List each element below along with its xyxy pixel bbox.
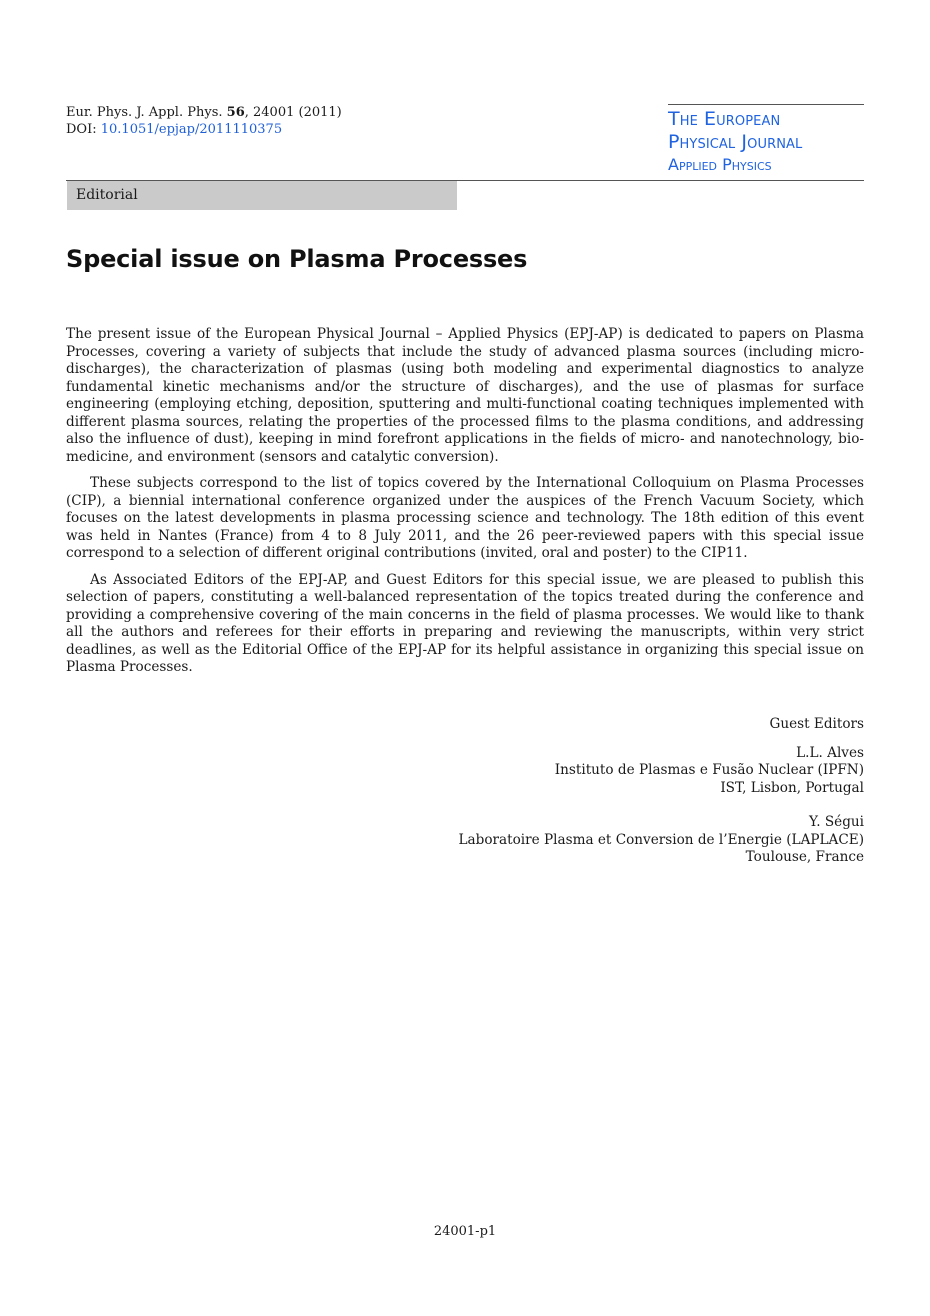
journal-name-line2: Physical Journal [668, 131, 803, 153]
article-body [66, 326, 864, 686]
page-number: 24001-p1 [433, 1224, 497, 1239]
editor-location: Toulouse, France [745, 849, 864, 865]
journal-section-name: Applied Physics [668, 155, 772, 174]
editor-entry [459, 745, 864, 798]
doi-line [66, 121, 342, 138]
paragraph: As Associated Editors of the EPJ-AP, and Guest Editors for this special issue, we are pleased to publish this selection of papers, constituting a well-balanced representation of the topics treated during the conference and providing a comprehensive covering of the main concerns in the field of plasma processes. We would like to thank all the authors and referees for their efforts in preparing and reviewing the manuscripts, within very strict deadlines, as well as the Editorial Office of the EPJ-AP for its helpful assistance in organizing this special issue on Plasma Processes. [66, 571, 864, 675]
section-band [67, 181, 457, 210]
editor-entry [459, 814, 864, 867]
article-title: Special issue on Plasma Processes [66, 245, 528, 273]
citation-line [66, 104, 342, 121]
editor-affiliation: Instituto de Plasmas e Fusão Nuclear (IPFN) [554, 762, 864, 778]
journal-abbrev: Eur. Phys. J. Appl. Phys. [66, 105, 223, 120]
editor-affiliation: Laboratoire Plasma et Conversion de l’Energie (LAPLACE) [458, 831, 864, 848]
editor-name: Y. Ségui [808, 814, 864, 830]
paragraph: The present issue of the European Physical Journal – Applied Physics (EPJ-AP) is dedicated to papers on Plasma Processes, covering a variety of subjects that include the study of advanced plasma sources (including micro-discharges), the characterization of plasmas (using both modeling and experimental diagnostics to analyze fundamental kinetic mechanisms and/or the structure of discharges), and the use of plasmas for surface engineering (employing etching, deposition, sputtering and multi-functional coating techniques implemented with different plasma sources, relating the properties of the processed films to the plasma conditions, and addressing also the influence of dust), keeping in mind forefront applications in the fields of micro- and nanotechnology, bio-medicine, and environment (sensors and catalytic conversion). [66, 326, 864, 465]
journal-name-line1: The European [668, 108, 781, 130]
paragraph: These subjects correspond to the list of topics covered by the International Colloquium on Plasma Processes (CIP), a biennial international conference organized under the auspices of the French Vacuum Society, which focuses on the latest developments in plasma processing science and technology. The 18th edition of this event was held in Nantes (France) from 4 to 8 July 2011, and the 26 peer-reviewed papers with this special issue correspond to a selection of different original contributions (invited, oral and poster) to the CIP11. [66, 475, 864, 561]
doi-link[interactable]: 10.1051/epjap/2011110375 [100, 122, 283, 137]
journal-logo [668, 104, 864, 180]
signature-heading: Guest Editors [769, 716, 864, 732]
editor-name: L.L. Alves [796, 744, 864, 761]
doi-label: DOI: [66, 122, 97, 137]
signature-block [459, 716, 864, 884]
logo-top-rule [668, 104, 864, 105]
editor-location: IST, Lisbon, Portugal [720, 779, 864, 796]
article-number-year: , 24001 (2011) [244, 105, 342, 120]
journal-name [668, 108, 802, 176]
section-label: Editorial [76, 187, 138, 203]
volume-number: 56 [226, 105, 245, 120]
journal-citation [66, 104, 342, 138]
